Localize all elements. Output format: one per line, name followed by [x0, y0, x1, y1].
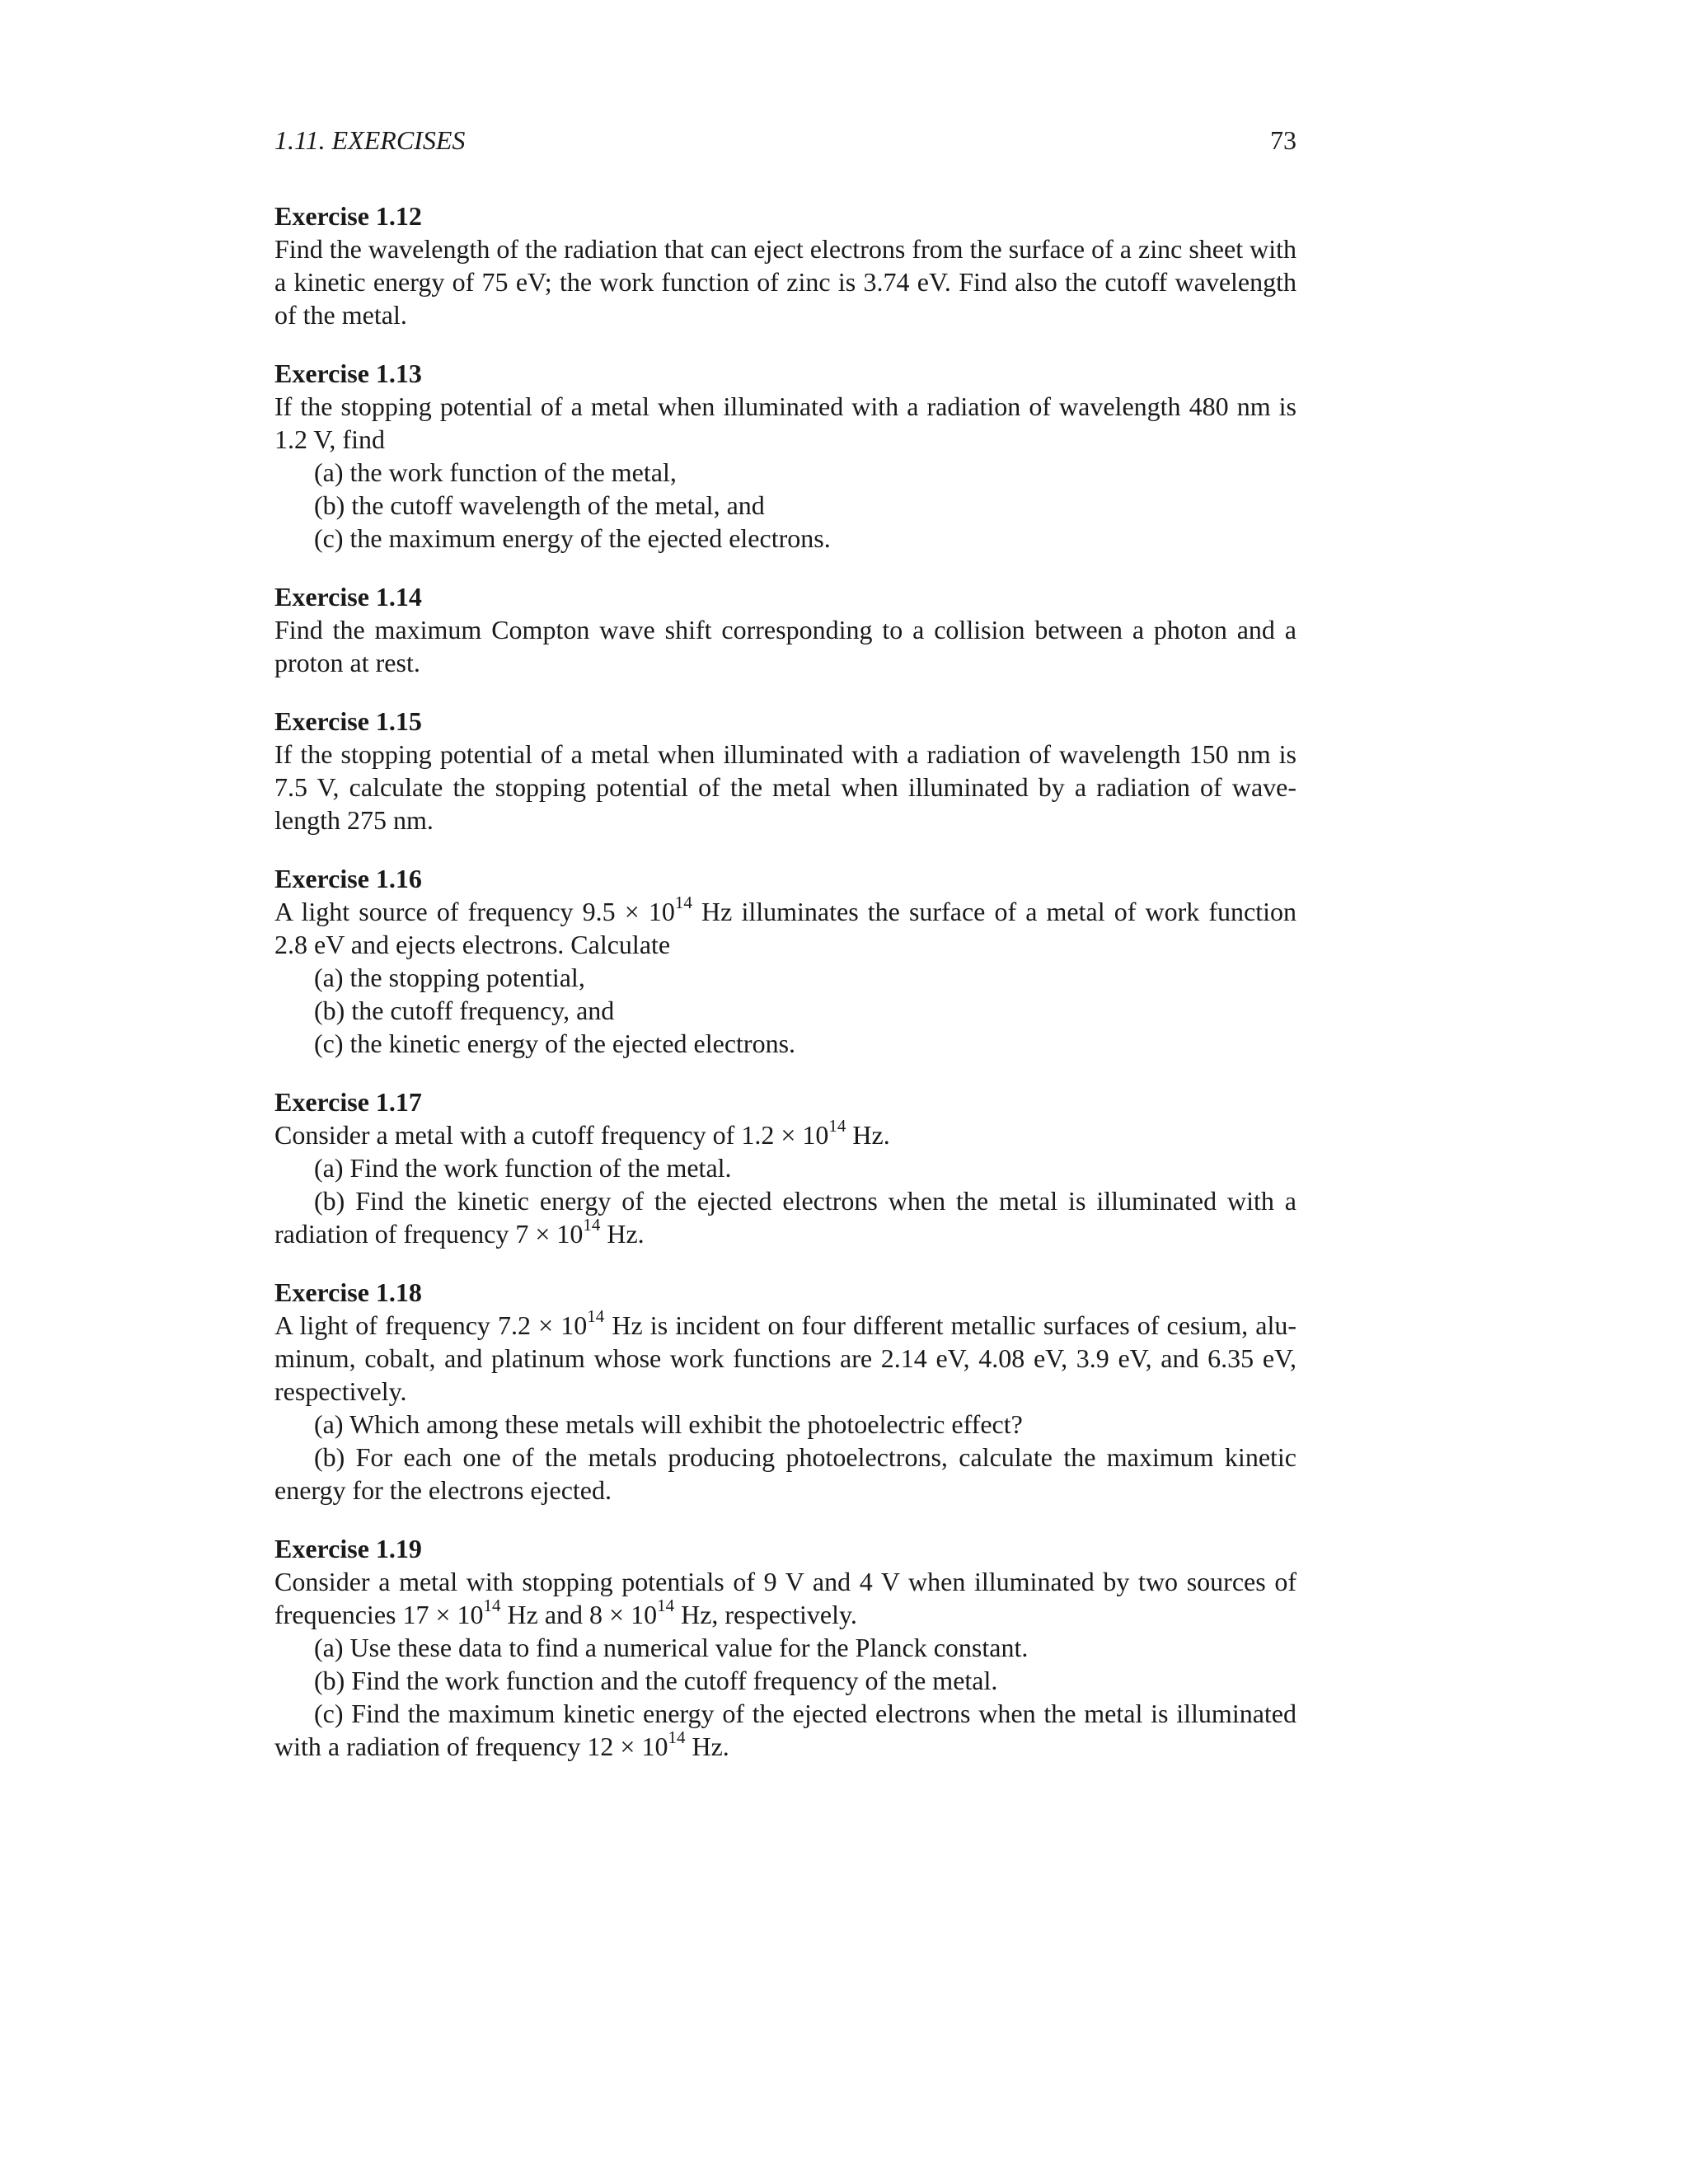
exercise-part-b: (b) Find the work function and the cutoff frequency of the metal. — [314, 1666, 998, 1695]
exponent: 14 — [828, 1116, 846, 1137]
exercise-text-line: Find the maximum Compton wave shift corresponding to a collision between a photon and a — [274, 615, 1296, 644]
exercise-part-c: (c) the maximum energy of the ejected electrons. — [314, 523, 831, 553]
exercise-part-a: (a) Which among these metals will exhibit the photoelectric effect? — [314, 1409, 1023, 1439]
exercise-text-line: If the stopping potential of a metal when illuminated with a radiation of wavelength 480 nm is — [274, 391, 1296, 421]
exponent: 14 — [583, 1215, 601, 1235]
exercise-1-13 — [274, 357, 1296, 555]
text-fragment: Hz illuminates the surface of a metal of work function — [692, 897, 1296, 926]
text-fragment: A light source of frequency 9.5 × 10 — [274, 897, 675, 926]
exercise-part-a: (a) Find the work function of the metal. — [314, 1153, 732, 1183]
exercise-text-line: Consider a metal with stopping potentials of 9 V and 4 V when illuminated by two sources of — [274, 1567, 1296, 1596]
running-head — [274, 124, 1296, 157]
text-fragment: Hz is incident on four different metallic surfaces of cesium, alu- — [604, 1310, 1297, 1340]
exercise-1-18 — [274, 1276, 1296, 1507]
exercise-1-14 — [274, 580, 1296, 679]
exponent: 14 — [587, 1306, 605, 1327]
text-fragment: Hz. — [600, 1219, 645, 1249]
exponent: 14 — [657, 1596, 675, 1616]
exercise-text-line: 2.8 eV and ejects electrons. Calculate — [274, 930, 671, 959]
text-fragment: frequencies 17 × 10 — [274, 1600, 484, 1629]
exercise-text-line: Find the wavelength of the radiation that can eject electrons from the surface of a zinc sheet with — [274, 234, 1296, 264]
exercise-part-b: (b) Find the kinetic energy of the ejected electrons when the metal is illuminated with a — [314, 1186, 1296, 1216]
exercise-title: Exercise 1.15 — [274, 706, 422, 736]
exercise-part-a: (a) Use these data to find a numerical value for the Planck constant. — [314, 1633, 1029, 1662]
page-number: 73 — [1270, 125, 1296, 155]
exercise-part-c: (c) the kinetic energy of the ejected electrons. — [314, 1029, 796, 1058]
exercise-title: Exercise 1.14 — [274, 582, 422, 612]
exercise-text-line: energy for the electrons ejected. — [274, 1475, 612, 1505]
text-fragment: Hz, respectively. — [674, 1600, 857, 1629]
exercise-text-line — [274, 1118, 1296, 1151]
text-fragment: A light of frequency 7.2 × 10 — [274, 1310, 588, 1340]
exponent: 14 — [668, 1727, 686, 1748]
text-fragment: Hz and 8 × 10 — [500, 1600, 658, 1629]
exercise-text-line: of the metal. — [274, 300, 407, 330]
exercise-part-a: (a) the work function of the metal, — [314, 457, 677, 487]
exercise-text-line — [274, 1727, 1296, 1763]
exercise-1-17 — [274, 1085, 1296, 1250]
text-fragment: Hz. — [846, 1120, 890, 1150]
book-page — [274, 124, 1296, 1788]
text-fragment: radiation of frequency 7 × 10 — [274, 1219, 584, 1249]
exercise-part-c: (c) Find the maximum kinetic energy of the ejected electrons when the metal is illuminated — [314, 1699, 1296, 1728]
exercise-part-b: (b) For each one of the metals producing photoelectrons, calculate the maximum kinetic — [314, 1442, 1296, 1472]
exercise-1-16 — [274, 862, 1296, 1060]
exercise-part-a: (a) the stopping potential, — [314, 963, 585, 992]
exercise-text-line — [274, 1598, 1296, 1631]
text-fragment: with a radiation of frequency 12 × 10 — [274, 1732, 668, 1761]
exponent: 14 — [483, 1596, 501, 1616]
exercise-part-b: (b) the cutoff frequency, and — [314, 996, 615, 1025]
exercise-text-line: proton at rest. — [274, 648, 420, 677]
exercise-1-19 — [274, 1532, 1296, 1763]
exercise-text-line: If the stopping potential of a metal when illuminated with a radiation of wavelength 150 nm is — [274, 739, 1296, 769]
exercise-text-line: a kinetic energy of 75 eV; the work function of zinc is 3.74 eV. Find also the cutoff wavelength — [274, 267, 1296, 297]
exercise-text-line: 7.5 V, calculate the stopping potential of the metal when illuminated by a radiation of wave- — [274, 772, 1296, 802]
exercise-title: Exercise 1.16 — [274, 864, 422, 893]
exercise-text-line: length 275 nm. — [274, 805, 434, 835]
exercise-text-line: respectively. — [274, 1376, 407, 1406]
exercise-title: Exercise 1.19 — [274, 1534, 422, 1563]
exercise-text-line — [274, 895, 1296, 928]
exercise-text-line: 1.2 V, find — [274, 424, 385, 454]
exercise-text-line: minum, cobalt, and platinum whose work functions are 2.14 eV, 4.08 eV, 3.9 eV, and 6.35 eV, — [274, 1343, 1296, 1373]
exercise-1-15 — [274, 705, 1296, 837]
exercise-part-b: (b) the cutoff wavelength of the metal, and — [314, 490, 765, 520]
exponent: 14 — [674, 893, 692, 913]
section-title: 1.11. EXERCISES — [274, 125, 466, 155]
exercise-text-line — [274, 1306, 1297, 1342]
text-fragment: Consider a metal with a cutoff frequency of 1.2 × 10 — [274, 1120, 829, 1150]
exercise-text-line — [274, 1217, 1296, 1250]
exercise-title: Exercise 1.17 — [274, 1087, 422, 1117]
exercise-title: Exercise 1.18 — [274, 1277, 422, 1307]
exercise-1-12 — [274, 199, 1296, 331]
exercise-title: Exercise 1.13 — [274, 359, 422, 388]
exercise-title: Exercise 1.12 — [274, 201, 422, 231]
text-fragment: Hz. — [685, 1732, 729, 1761]
